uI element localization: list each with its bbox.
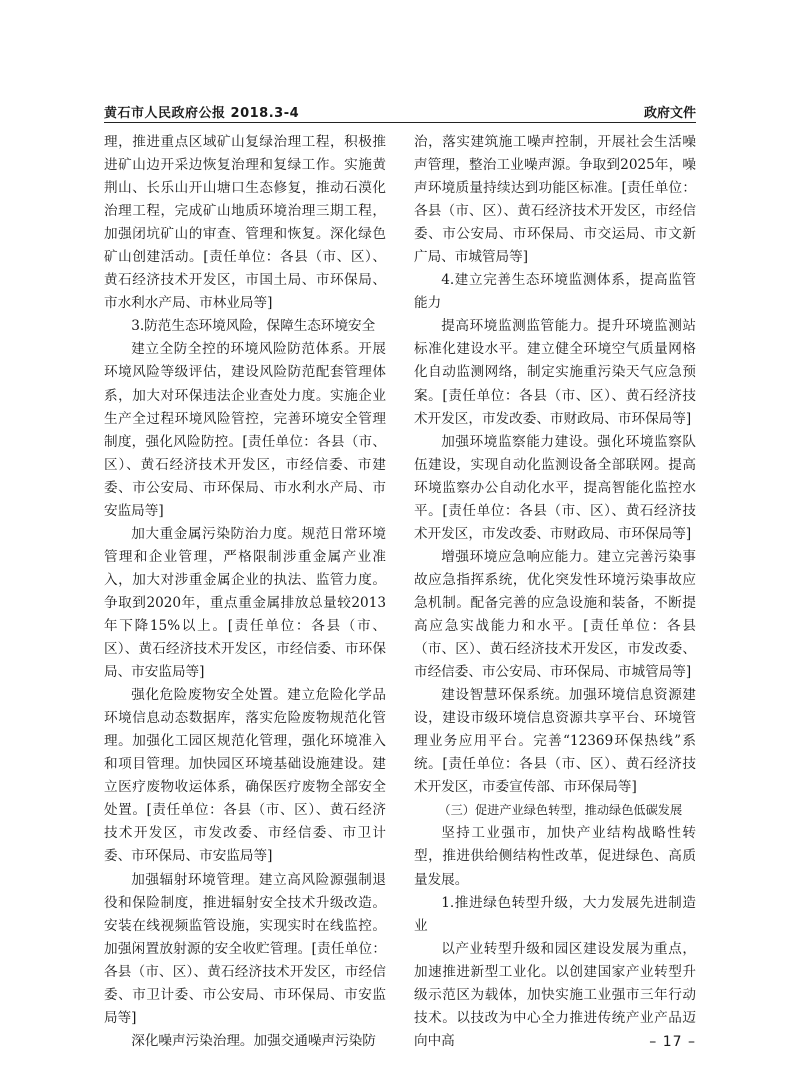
paragraph: 加强环境监察能力建设。强化环境监察队伍建设，实现自动化监测设备全部联网。提高环境监察办公自动化水平，提高智能化监控水平。[责任单位：各县（市、区）、黄石经济技术开发区，市发改委、市财政局、市环保局等]	[414, 433, 696, 542]
section-title: 政府文件	[643, 106, 696, 121]
paragraph: 强化危险废物安全处置。建立危险化学品环境信息动态数据库，落实危险废物规范化管理。加强化工园区规范化管理，强化环境准入和项目管理。加快园区环境基础设施建设。建立医疗废物收运体系，确保医疗废物全部安全处置。[责任单位：各县（市、区）、黄石经济技术开发区，市发改委、市经信委、市卫计委、市环保局、市安监局等]	[104, 687, 386, 865]
paragraph: 4.建立完善生态环境监测体系，提高监管能力	[414, 272, 696, 312]
paragraph: 建设智慧环保系统。加强环境信息资源建设，建设市级环境信息资源共享平台、环境管理业务应用平台。完善“12369环保热线”系统。[责任单位：各县（市、区）、黄石经济技术开发区，市委宣传部、市环保局等]	[414, 687, 696, 796]
paragraph: 理，推进重点区域矿山复绿治理工程，积极推进矿山边开采边恢复治理和复绿工作。实施黄荆山、长乐山开山塘口生态修复，推动石漠化治理工程，完成矿山地质环境治理三期工程，加强闭坑矿山的审查、管理和恢复。深化绿色矿山创建活动。[责任单位：各县（市、区）、黄石经济技术开发区，市国土局、市环保局、市水利水产局、市林业局等]	[104, 134, 386, 312]
paragraph: 建立全防全控的环境风险防范体系。开展环境风险等级评估，建设风险防范配套管理体系，加大对环保违法企业查处力度。实施企业生产全过程环境风险管控，完善环境安全管理制度，强化风险防控。[责任单位：各县（市、区）、黄石经济技术开发区，市经信委、市建委、市公安局、市环保局、市水利水产局、市安监局等]	[104, 341, 386, 519]
paragraph: 以产业转型升级和园区建设发展为重点，加速推进新型工业化。以创建国家产业转型升级示范区为载体，加快实施工业强市三年行动技术。以技改为中心全力推进传统产业产品迈向中高	[414, 940, 696, 1049]
page-header	[104, 100, 696, 122]
paragraph: 深化噪声污染治理。加强交通噪声污染防	[131, 1032, 376, 1049]
publication-title: 黄石市人民政府公报 2018.3-4	[104, 106, 300, 121]
paragraph: （三）促进产业绿色转型，推动绿色低碳发展	[438, 803, 683, 818]
paragraph: 增强环境应急响应能力。建立完善污染事故应急指挥系统，优化突发性环境污染事故应急机制。配备完善的应急设施和装备，不断提高应急实战能力和水平。[责任单位：各县（市、区）、黄石经济技术开发区，市发改委、市经信委、市公安局、市环保局、市城管局等]	[414, 548, 696, 681]
paragraph: 3.防范生态环境风险，保障生态环境安全	[131, 318, 376, 335]
right-column	[414, 131, 696, 1053]
page-number: – 17 –	[649, 1034, 696, 1050]
paragraph: 加强辐射环境管理。建立高风险源强制退役和保险制度，推进辐射安全技术升级改造。安装在线视频监管设施，实现实时在线监控。加强闲置放射源的安全收贮管理。[责任单位：各县（市、区）、黄石经济技术开发区，市经信委、市卫计委、市公安局、市环保局、市安监局等]	[104, 871, 386, 1026]
paragraph: 1.推进绿色转型升级，大力发展先进制造业	[414, 894, 696, 934]
paragraph: 提高环境监测监管能力。提升环境监测站标准化建设水平。建立健全环境空气质量网格化自动监测网络，制定实施重污染天气应急预案。[责任单位：各县（市、区）、黄石经济技术开发区，市发改委、市财政局、市环保局等]	[414, 318, 696, 427]
paragraph: 治，落实建筑施工噪声控制，开展社会生活噪声管理，整治工业噪声源。争取到2025年，噪声环境质量持续达到功能区标准。[责任单位：各县（市、区）、黄石经济技术开发区，市经信委、市公安局、市环保局、市交运局、市文新广局、市城管局等]	[414, 134, 696, 266]
paragraph: 加大重金属污染防治力度。规范日常环境管理和企业管理，严格限制涉重金属产业准入，加大对涉重金属企业的执法、监管力度。争取到2020年，重点重金属排放总量较2013年下降15%以上。[责任单位：各县（市、区）、黄石经济技术开发区，市经信委、市环保局、市安监局等]	[104, 525, 386, 681]
header-rule	[104, 122, 696, 123]
left-column	[104, 131, 386, 1053]
paragraph: 坚持工业强市，加快产业结构战略性转型，推进供给侧结构性改革，促进绿色、高质量发展。	[414, 825, 696, 888]
